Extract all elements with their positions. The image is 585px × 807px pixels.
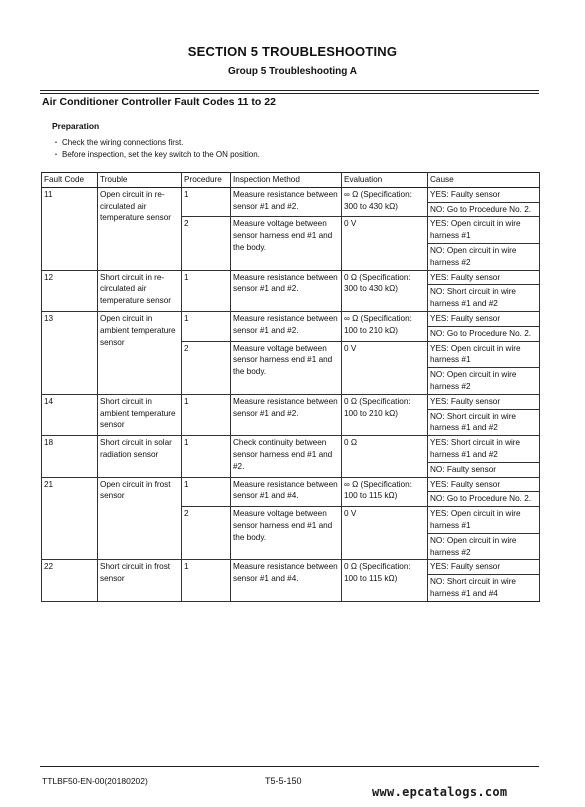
inspection-method-cell: Measure voltage between sensor harness end #1 and the body.: [231, 341, 342, 394]
watermark: www.epcatalogs.com: [372, 785, 508, 799]
table-row: [42, 394, 540, 409]
preparation-heading: Preparation: [52, 121, 100, 131]
column-header-cause: Cause: [428, 173, 540, 188]
table-row: [42, 436, 540, 463]
table-row: [42, 270, 540, 285]
section-heading: Air Conditioner Controller Fault Codes 11 to 22: [42, 96, 276, 108]
cause-cell: NO: Short circuit in wire harness #1 and #2: [428, 409, 540, 436]
table-row: [42, 477, 540, 492]
cause-cell: YES: Short circuit in wire harness #1 and #2: [428, 436, 540, 463]
cause-cell: YES: Faulty sensor: [428, 560, 540, 575]
fault-code-cell: 12: [42, 270, 98, 311]
table-row: [42, 560, 540, 575]
evaluation-cell: 0 Ω: [342, 436, 428, 477]
trouble-cell: Open circuit in re-circulated air temperature sensor: [98, 187, 182, 270]
trouble-cell: Short circuit in solar radiation sensor: [98, 436, 182, 477]
cause-cell: YES: Faulty sensor: [428, 394, 540, 409]
cause-cell: NO: Open circuit in wire harness #2: [428, 243, 540, 270]
cause-cell: YES: Open circuit in wire harness #1: [428, 341, 540, 368]
page-subtitle: Group 5 Troubleshooting A: [227, 66, 358, 77]
cause-cell: YES: Open circuit in wire harness #1: [428, 217, 540, 244]
column-header-evaluation: Evaluation: [342, 173, 428, 188]
trouble-cell: Short circuit in frost sensor: [98, 560, 182, 601]
column-header-inspection-method: Inspection Method: [231, 173, 342, 188]
trouble-cell: Open circuit in ambient temperature sensor: [98, 311, 182, 394]
procedure-cell: 1: [182, 311, 231, 341]
inspection-method-cell: Measure resistance between sensor #1 and #2.: [231, 394, 342, 435]
header-rule: [40, 90, 539, 91]
inspection-method-cell: Measure resistance between sensor #1 and #4.: [231, 477, 342, 507]
column-header-fault-code: Fault Code: [42, 173, 98, 188]
evaluation-cell: 0 Ω (Specification: 100 to 210 kΩ): [342, 394, 428, 435]
cause-cell: YES: Faulty sensor: [428, 477, 540, 492]
trouble-cell: Open circuit in frost sensor: [98, 477, 182, 560]
procedure-cell: 1: [182, 560, 231, 601]
preparation-list: [52, 137, 260, 160]
evaluation-cell: ∞ Ω (Specification: 100 to 115 kΩ): [342, 477, 428, 507]
inspection-method-cell: Measure resistance between sensor #1 and #2.: [231, 311, 342, 341]
cause-cell: NO: Open circuit in wire harness #2: [428, 368, 540, 395]
cause-cell: NO: Faulty sensor: [428, 462, 540, 477]
procedure-cell: 1: [182, 394, 231, 435]
table-row: [42, 311, 540, 326]
page-title: SECTION 5 TROUBLESHOOTING: [187, 44, 398, 59]
procedure-cell: 1: [182, 477, 231, 507]
document-id: TTLBF50-EN-00(20180202): [42, 776, 148, 786]
inspection-method-cell: Measure resistance between sensor #1 and #4.: [231, 560, 342, 601]
evaluation-cell: 0 V: [342, 217, 428, 270]
header-rule-double: [40, 93, 539, 94]
cause-cell: NO: Go to Procedure No. 2.: [428, 202, 540, 217]
inspection-method-cell: Measure voltage between sensor harness end #1 and the body.: [231, 217, 342, 270]
cause-cell: YES: Faulty sensor: [428, 311, 540, 326]
evaluation-cell: 0 Ω (Specification: 100 to 115 kΩ): [342, 560, 428, 601]
evaluation-cell: 0 Ω (Specification: 300 to 430 kΩ): [342, 270, 428, 311]
inspection-method-cell: Measure voltage between sensor harness end #1 and the body.: [231, 507, 342, 560]
cause-cell: NO: Go to Procedure No. 2.: [428, 492, 540, 507]
procedure-cell: 1: [182, 187, 231, 217]
procedure-cell: 1: [182, 270, 231, 311]
cause-cell: YES: Faulty sensor: [428, 270, 540, 285]
footer-rule: [40, 766, 539, 767]
trouble-cell: Short circuit in ambient temperature sensor: [98, 394, 182, 435]
cause-cell: NO: Short circuit in wire harness #1 and #4: [428, 575, 540, 602]
fault-code-cell: 13: [42, 311, 98, 394]
inspection-method-cell: Measure resistance between sensor #1 and #2.: [231, 270, 342, 311]
fault-code-cell: 18: [42, 436, 98, 477]
procedure-cell: 1: [182, 436, 231, 477]
page-number: T5-5-150: [265, 776, 302, 786]
fault-code-cell: 11: [42, 187, 98, 270]
cause-cell: YES: Faulty sensor: [428, 187, 540, 202]
cause-cell: YES: Open circuit in wire harness #1: [428, 507, 540, 534]
column-header-procedure: Procedure: [182, 173, 231, 188]
cause-cell: NO: Open circuit in wire harness #2: [428, 533, 540, 560]
trouble-cell: Short circuit in re-circulated air temperature sensor: [98, 270, 182, 311]
procedure-cell: 2: [182, 507, 231, 560]
evaluation-cell: 0 V: [342, 507, 428, 560]
procedure-cell: 2: [182, 341, 231, 394]
fault-code-cell: 21: [42, 477, 98, 560]
fault-code-cell: 22: [42, 560, 98, 601]
cause-cell: NO: Go to Procedure No. 2.: [428, 326, 540, 341]
evaluation-cell: 0 V: [342, 341, 428, 394]
table-row: [42, 187, 540, 202]
fault-code-table: [41, 172, 540, 602]
evaluation-cell: ∞ Ω (Specification: 300 to 430 kΩ): [342, 187, 428, 217]
inspection-method-cell: Check continuity between sensor harness end #1 and #2.: [231, 436, 342, 477]
procedure-cell: 2: [182, 217, 231, 270]
table-header-row: [42, 173, 540, 188]
fault-code-cell: 14: [42, 394, 98, 435]
preparation-item: ・ Before inspection, set the key switch to the ON position.: [52, 149, 260, 161]
table-body: [42, 187, 540, 601]
column-header-trouble: Trouble: [98, 173, 182, 188]
evaluation-cell: ∞ Ω (Specification: 100 to 210 kΩ): [342, 311, 428, 341]
cause-cell: NO: Short circuit in wire harness #1 and #2: [428, 285, 540, 312]
inspection-method-cell: Measure resistance between sensor #1 and #2.: [231, 187, 342, 217]
preparation-item: ・ Check the wiring connections first.: [52, 137, 260, 149]
